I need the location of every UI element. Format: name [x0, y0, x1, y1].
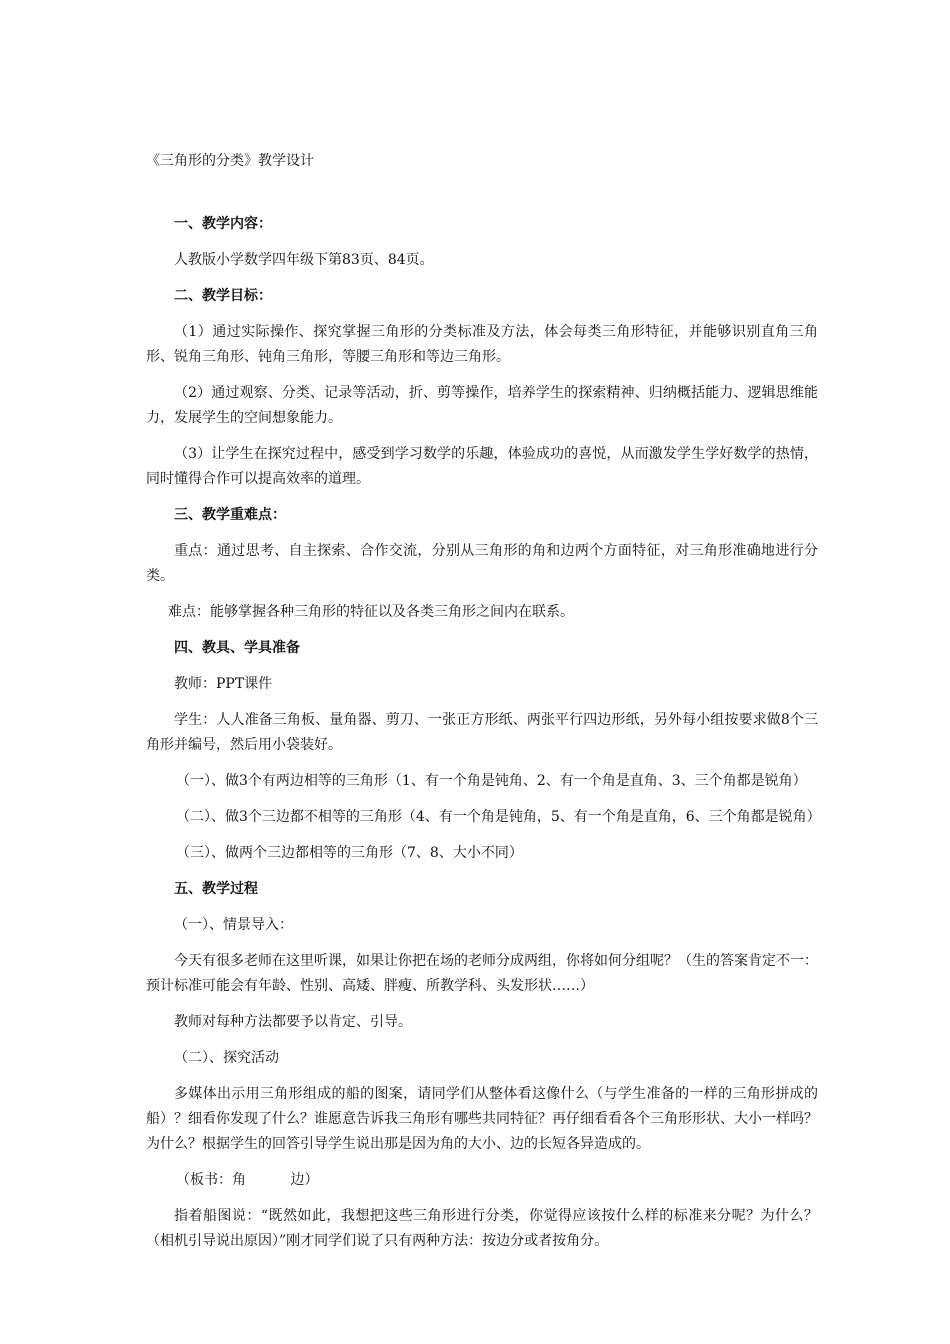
materials-students: 学生：人人准备三角板、量角器、剪刀、一张正方形纸、两张平行四边形纸，另外每小组按要求做8个三角形并编号，然后用小袋装好。: [146, 712, 818, 753]
section-heading-key-points: 三、教学重难点：: [174, 507, 286, 523]
goal-item-1: （1）通过实际操作、探究掌握三角形的分类标准及方法，体会每类三角形特征，并能够识别直角三角形、锐角三角形、钝角三角形，等腰三角形和等边三角形。: [146, 324, 818, 365]
process-intro-note: 教师对每种方法都要予以肯定、引导。: [174, 1014, 412, 1030]
process-board-note: （板书：角 边）: [176, 1172, 319, 1188]
section-heading-process: 五、教学过程: [174, 881, 258, 897]
goal-item-3: （3）让学生在探究过程中，感受到学习数学的乐趣，体验成功的喜悦，从而激发学生学好数学的热情，同时懂得合作可以提高效率的道理。: [146, 446, 818, 487]
materials-teacher: 教师：PPT课件: [174, 676, 273, 692]
process-closing: 指着船图说：“既然如此，我想把这些三角形进行分类，你觉得应该按什么样的标准来分呢？为什么？（相机引导说出原因）”刚才同学们说了只有两种方法：按边分或者按角分。: [146, 1208, 818, 1249]
materials-group-3: （三）、做两个三边都相等的三角形（7、8、大小不同）: [176, 845, 523, 861]
process-intro-title: （一）、情景导入：: [174, 917, 293, 933]
document-title: 《三角形的分类》教学设计: [146, 153, 314, 169]
process-explore-title: （二）、探究活动: [174, 1050, 279, 1066]
process-intro-text: 今天有很多老师在这里听课，如果让你把在场的老师分成两组，你将如何分组呢？（生的答案肯定不一：预计标准可能会有年龄、性别、高矮、胖瘦、所教学科、头发形状……）: [146, 953, 818, 994]
materials-group-1: （一）、做3个有两边相等的三角形（1、有一个角是钝角、2、有一个角是直角、3、三个角都是锐角）: [176, 773, 807, 789]
key-point-difficulty: 难点：能够掌握各种三角形的特征以及各类三角形之间内在联系。: [168, 604, 574, 620]
section-heading-materials: 四、教具、学具准备: [174, 640, 300, 656]
content-text: 人教版小学数学四年级下第83页、84页。: [174, 252, 434, 268]
section-heading-goals: 二、教学目标：: [174, 288, 272, 304]
process-explore-text: 多媒体出示用三角形组成的船的图案，请同学们从整体看这像什么（与学生准备的一样的三角形拼成的船）？细看你发现了什么？谁愿意告诉我三角形有哪些共同特征？再仔细看看各个三角形形状、大小一样吗？为什么？根据学生的回答引导学生说出那是因为角的大小、边的长短各异造成的。: [146, 1086, 818, 1152]
goal-item-2: （2）通过观察、分类、记录等活动，折、剪等操作，培养学生的探索精神、归纳概括能力、逻辑思维能力，发展学生的空间想象能力。: [146, 385, 818, 426]
document-body: [146, 212, 821, 1265]
section-heading-content: 一、教学内容：: [174, 216, 272, 232]
materials-group-2: （二）、做3个三边都不相等的三角形（4、有一个角是钝角，5、有一个角是直角，6、三个角都是锐角）: [176, 809, 821, 825]
key-point-focus: 重点：通过思考、自主探索、合作交流，分别从三角形的角和边两个方面特征，对三角形准确地进行分类。: [146, 543, 818, 584]
